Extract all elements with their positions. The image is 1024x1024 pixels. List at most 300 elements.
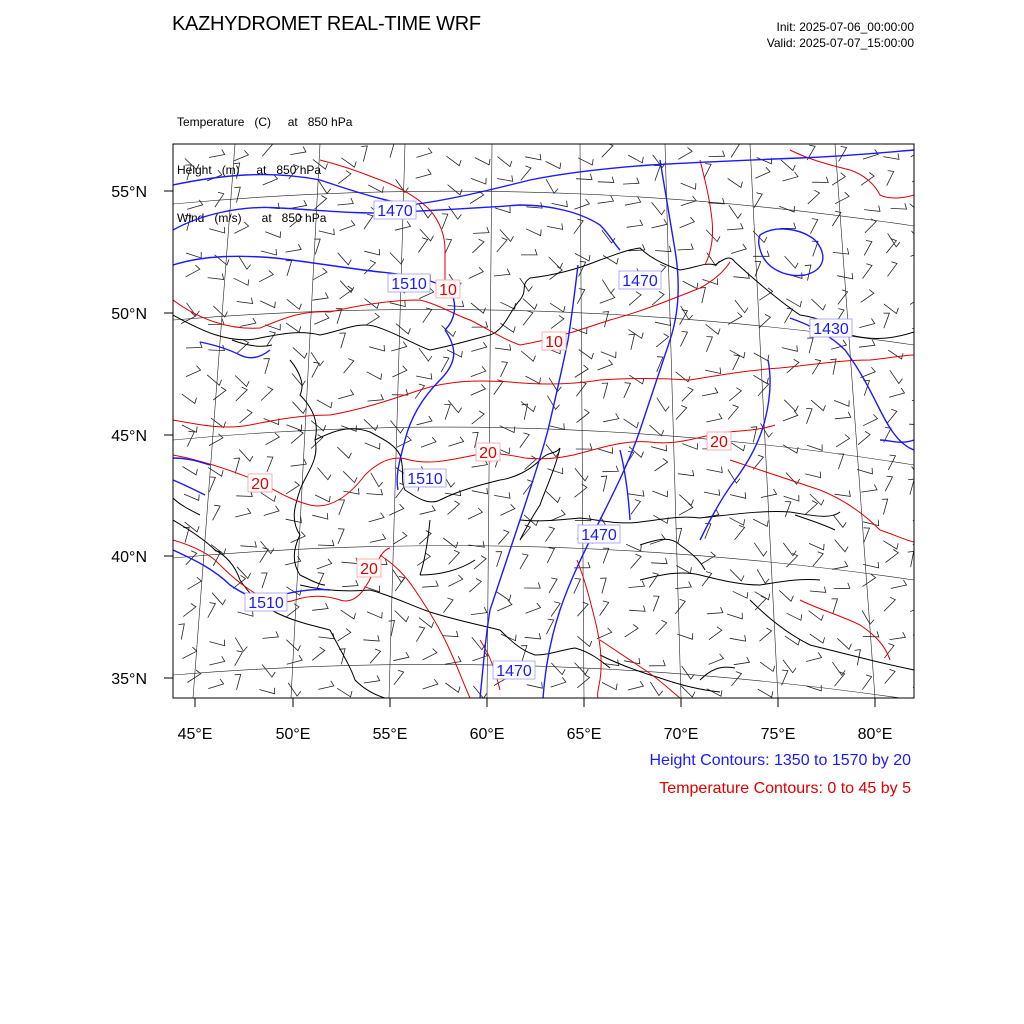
wind-barb (653, 596, 659, 611)
temperature-label: 20 (479, 445, 497, 462)
wind-barb (468, 541, 484, 547)
wind-barb (761, 489, 777, 497)
wind-barb (914, 354, 928, 366)
wind-barb (624, 419, 639, 428)
wind-barb (240, 318, 256, 327)
wind-barb (494, 492, 510, 498)
wind-barb (836, 435, 850, 447)
wind-barb (786, 299, 801, 307)
longitude-axis (195, 698, 875, 707)
wind-barb (577, 674, 589, 687)
wind-barb (260, 548, 269, 563)
wind-barb (521, 646, 527, 661)
wind-barb (392, 389, 408, 395)
wind-barb (832, 599, 838, 614)
wind-barb (729, 388, 741, 401)
wind-barb (312, 513, 328, 519)
wind-barb (317, 573, 324, 588)
wind-barb (675, 599, 685, 614)
wind-barb (186, 366, 201, 377)
wind-barb (908, 551, 914, 567)
wind-barb (494, 269, 510, 276)
wind-barb (496, 592, 511, 601)
wind-barb (709, 151, 725, 157)
wind-barb (235, 637, 247, 651)
wind-barb (367, 612, 382, 618)
wind-barb (264, 506, 279, 516)
wind-barb (755, 261, 761, 276)
wind-barb (835, 491, 851, 497)
wind-barb (837, 638, 851, 649)
wind-barb (449, 550, 460, 564)
wind-barb (574, 562, 590, 568)
wind-barb (649, 660, 665, 666)
wind-barb (631, 554, 642, 568)
wind-barb (755, 596, 766, 610)
height-label: 1510 (248, 595, 284, 612)
wind-barb (574, 484, 587, 497)
wind-barb (312, 603, 328, 610)
lon-tick-label: 70°E (663, 726, 699, 743)
wind-barb (473, 227, 489, 233)
lon-tick-label: 75°E (760, 726, 796, 743)
wind-barb (186, 551, 197, 565)
wind-barb (682, 666, 695, 679)
wind-barb (472, 637, 485, 649)
wind-barb (185, 522, 200, 532)
wind-barb (603, 548, 609, 563)
wind-barb (728, 313, 742, 325)
wind-barb (287, 604, 300, 617)
wind-barb (318, 540, 334, 546)
wind-barb (629, 606, 645, 612)
wind-barb (704, 489, 720, 495)
wind-barb (447, 350, 462, 357)
height-label: 1510 (391, 276, 427, 293)
wind-barbs (178, 142, 931, 699)
wind-barb (709, 627, 722, 640)
wind-barb (417, 148, 432, 158)
wind-barb (807, 444, 822, 450)
wind-barb (525, 154, 541, 160)
wind-barb (782, 345, 798, 351)
wind-barb (787, 613, 802, 620)
wind-barb (208, 274, 224, 280)
wind-barb (292, 402, 306, 414)
wind-barb (445, 239, 452, 254)
lat-tick-label: 45°N (111, 428, 147, 445)
wind-barb (760, 662, 775, 671)
wind-barb (754, 353, 769, 361)
wind-barb (679, 495, 693, 506)
wind-barb (810, 634, 825, 643)
wind-barb (601, 352, 616, 358)
wind-barb (783, 445, 798, 453)
wind-barb (208, 603, 216, 618)
map-frame (173, 144, 914, 698)
wind-barb (887, 171, 894, 186)
valid-time: Valid: 2025-07-07_15:00:00 (766, 36, 914, 50)
wind-barb (416, 373, 432, 379)
wind-barb (865, 219, 876, 233)
wind-barb (416, 169, 431, 178)
wind-barb (500, 426, 515, 433)
wind-barb (263, 174, 278, 185)
wind-barb (339, 333, 345, 348)
wind-barb (367, 394, 383, 401)
wind-barb (886, 550, 899, 563)
wind-barb (861, 485, 877, 493)
wind-barb (472, 488, 488, 494)
wind-barb (186, 252, 201, 258)
wind-barb (341, 610, 356, 619)
wind-barb (812, 177, 828, 183)
wind-barb (291, 459, 307, 466)
wind-barb (423, 308, 432, 323)
wind-barb (733, 355, 740, 370)
wind-barb (657, 398, 669, 412)
wind-barb (521, 166, 531, 181)
wind-barb (891, 580, 907, 589)
wind-barb (261, 541, 274, 553)
wind-barb (261, 573, 267, 588)
wind-field-label: Wind (m/s) at 850 hPa (177, 211, 327, 225)
wind-barb (884, 304, 899, 314)
wind-barb (185, 165, 191, 180)
wind-barb (883, 541, 898, 549)
wind-barb (288, 683, 301, 696)
wind-barb (286, 323, 301, 332)
wind-barb (318, 468, 332, 480)
wind-barb (707, 467, 723, 473)
wind-barb (754, 543, 767, 556)
wind-barb (577, 409, 590, 422)
wind-barb (652, 219, 668, 228)
wind-barb (526, 603, 541, 613)
wind-barb (602, 143, 613, 157)
wind-barb (267, 457, 273, 472)
wind-barb (239, 256, 251, 270)
wind-barb (781, 160, 795, 171)
wind-barb (443, 598, 453, 613)
wind-barb (444, 405, 450, 420)
longitude-labels (178, 726, 893, 743)
wind-barb (706, 337, 712, 352)
wind-barb (602, 682, 617, 689)
wind-barb (472, 239, 484, 253)
wind-barb (234, 278, 249, 285)
wind-barb (315, 495, 330, 502)
wind-barb (859, 340, 875, 347)
wind-barb (422, 581, 438, 588)
wind-barb (317, 559, 332, 569)
lat-tick-label: 55°N (111, 184, 147, 201)
height-label: 1470 (581, 527, 617, 544)
wind-barb (497, 238, 507, 252)
wind-barb (286, 517, 302, 523)
wind-barb (371, 473, 383, 487)
wind-barb (286, 261, 292, 276)
wind-barb (339, 500, 345, 515)
wind-barb (364, 260, 375, 274)
wind-barb (181, 312, 195, 323)
wind-barb (882, 499, 888, 514)
wind-barb (890, 632, 906, 640)
wind-barb (501, 634, 516, 641)
wind-barb (498, 530, 509, 544)
wind-barb (235, 508, 251, 517)
wind-barb (838, 454, 844, 469)
wind-barb (603, 413, 619, 421)
wind-barb (863, 414, 877, 425)
wind-barb (184, 494, 199, 500)
lon-tick-label: 50°E (275, 726, 311, 743)
wind-barb (370, 649, 381, 663)
wind-barb (388, 142, 394, 157)
wind-barb (680, 217, 695, 228)
wind-barb (549, 257, 563, 268)
wind-barb (785, 502, 791, 517)
wind-barb (811, 400, 825, 411)
wind-barb (342, 558, 358, 564)
temperature-label: 10 (545, 334, 563, 351)
wind-barb (211, 545, 226, 555)
map-title: KAZHYDROMET REAL-TIME WRF (172, 13, 481, 35)
wind-barb (337, 198, 353, 205)
wind-barb (649, 425, 663, 436)
wind-barb (338, 171, 351, 184)
wind-barb (524, 582, 540, 588)
wind-barb (783, 172, 798, 181)
wind-barb (779, 590, 793, 601)
wind-barb (521, 351, 535, 361)
wind-barb (830, 359, 836, 375)
wind-barb (623, 178, 639, 185)
wind-barb (730, 635, 746, 641)
wind-barb (319, 229, 335, 235)
wind-barb (340, 281, 354, 293)
wind-barb (318, 681, 334, 690)
wind-barb (471, 303, 486, 313)
wind-barb (734, 657, 750, 665)
wind-barb (753, 375, 768, 383)
wind-barb (601, 476, 607, 492)
temperature-label: 20 (360, 561, 378, 578)
wind-barb (520, 433, 529, 448)
wind-barb (312, 362, 320, 377)
wind-barb (677, 244, 693, 250)
wind-barb (864, 528, 870, 543)
wind-barb (626, 544, 641, 551)
wind-barb (727, 223, 743, 230)
wind-barb (805, 472, 821, 478)
wind-barb (707, 607, 723, 614)
height-field-label: Height (m) at 850 hPa (177, 163, 322, 177)
wind-barb (913, 542, 929, 548)
wind-barb (549, 423, 565, 429)
wind-barb (312, 293, 328, 301)
temperature-label: 10 (439, 282, 457, 299)
wind-barb (629, 375, 644, 384)
wind-barb (862, 675, 871, 690)
wind-barb (343, 471, 357, 482)
wind-barb (262, 665, 275, 678)
wind-barb (652, 491, 667, 497)
wind-barb (183, 467, 198, 475)
wind-barb (888, 455, 895, 470)
height-contour-legend: Height Contours: 1350 to 1570 by 20 (649, 752, 911, 769)
wind-barb (235, 674, 241, 689)
wind-barb (389, 621, 395, 637)
wind-barb (813, 552, 823, 566)
wind-barb (917, 433, 932, 443)
wind-barb (682, 443, 697, 449)
wind-barb (212, 593, 226, 605)
wind-barb (857, 468, 872, 474)
wind-barb (652, 202, 665, 215)
lat-tick-label: 50°N (111, 306, 147, 323)
wind-barb (364, 214, 373, 229)
wind-barb (292, 373, 305, 385)
wind-barb (654, 166, 660, 181)
wind-barb (209, 477, 215, 492)
wind-barb (546, 161, 561, 168)
wind-barb (497, 157, 512, 167)
wind-barb (656, 620, 667, 634)
wind-barb (286, 244, 302, 252)
wind-barb (834, 583, 850, 589)
wind-barb (337, 447, 351, 458)
wind-barb (369, 345, 385, 351)
wind-barb (759, 628, 771, 641)
wind-barb (290, 214, 302, 227)
wind-barb (782, 670, 788, 685)
wind-barb (655, 246, 671, 252)
wind-barb (259, 688, 274, 694)
wind-barb (603, 256, 618, 265)
wind-barb (729, 205, 742, 218)
wind-barb (625, 197, 641, 205)
wind-barb (344, 359, 354, 374)
wind-barb (809, 543, 824, 550)
wind-barb (812, 359, 820, 374)
wind-barb (598, 196, 614, 204)
wind-barb (679, 503, 693, 515)
wind-barb (602, 383, 608, 399)
wind-barb (368, 185, 383, 192)
wind-barb (527, 682, 543, 688)
wind-barb (862, 610, 874, 624)
wind-barb (783, 543, 796, 556)
wind-barb (735, 525, 745, 540)
wind-barb (421, 437, 436, 447)
wind-barb (392, 366, 407, 377)
wind-barb (263, 359, 269, 374)
wind-barb (700, 288, 706, 304)
wind-barb (806, 501, 818, 515)
wind-barb (547, 224, 563, 230)
wind-barb (496, 552, 502, 567)
wind-barb (650, 682, 662, 696)
wind-barb (784, 495, 799, 501)
wind-barb (859, 319, 875, 328)
wind-barb (575, 663, 589, 675)
wind-barb (234, 150, 249, 161)
wind-barb (315, 196, 327, 210)
wind-barb (676, 566, 691, 574)
wind-barb (806, 685, 821, 691)
wind-barb (600, 601, 609, 616)
wind-barb (886, 239, 896, 254)
wind-barb (680, 310, 688, 325)
wind-barb (367, 372, 382, 380)
wind-barb (597, 628, 612, 639)
temperature-label: 20 (251, 476, 269, 493)
wind-barb (293, 347, 307, 358)
wind-barb (731, 143, 740, 158)
wind-barb (579, 350, 594, 359)
wind-barb (835, 540, 849, 552)
wind-barb (655, 458, 668, 471)
wind-barb (810, 219, 817, 234)
wind-barb (340, 220, 355, 230)
wind-barb (676, 405, 687, 419)
wind-barb (267, 331, 276, 346)
wind-barb (445, 683, 460, 692)
wind-barb (183, 647, 197, 658)
wind-barb (497, 600, 512, 611)
wind-barb (395, 576, 404, 591)
height-label: 1470 (622, 273, 658, 290)
wind-barb (728, 179, 743, 188)
wind-barb (706, 324, 721, 334)
wind-barb (709, 654, 724, 665)
wind-barb (550, 303, 565, 312)
wind-barb (287, 299, 302, 309)
wind-barb (551, 663, 565, 675)
wind-barb (910, 204, 924, 215)
wind-barb (178, 624, 184, 640)
wind-barb (501, 362, 508, 377)
wind-barb (393, 532, 407, 544)
wind-barb (445, 490, 461, 496)
wind-barb (753, 455, 763, 469)
wind-barb (677, 633, 692, 639)
wind-barb (915, 267, 926, 281)
wind-barb (234, 458, 240, 473)
wind-barb (448, 185, 463, 195)
wind-barb (291, 200, 307, 208)
wind-barb (682, 387, 693, 401)
wind-barb (241, 541, 257, 547)
wind-barb (416, 627, 424, 642)
wind-barb (500, 302, 515, 309)
wind-barb (913, 517, 929, 523)
wind-barb (917, 358, 928, 372)
wind-barb (235, 651, 243, 666)
wind-barb (915, 585, 931, 591)
wind-barb (394, 670, 404, 685)
lon-tick-label: 80°E (857, 726, 893, 743)
wind-barb (576, 174, 592, 180)
wind-barb (446, 156, 461, 166)
wind-barb (418, 238, 427, 253)
wind-barb (655, 320, 671, 326)
wind-barb (342, 158, 357, 167)
height-contour-labels (245, 201, 852, 680)
wind-barb (448, 501, 460, 515)
wind-barb (834, 400, 849, 406)
